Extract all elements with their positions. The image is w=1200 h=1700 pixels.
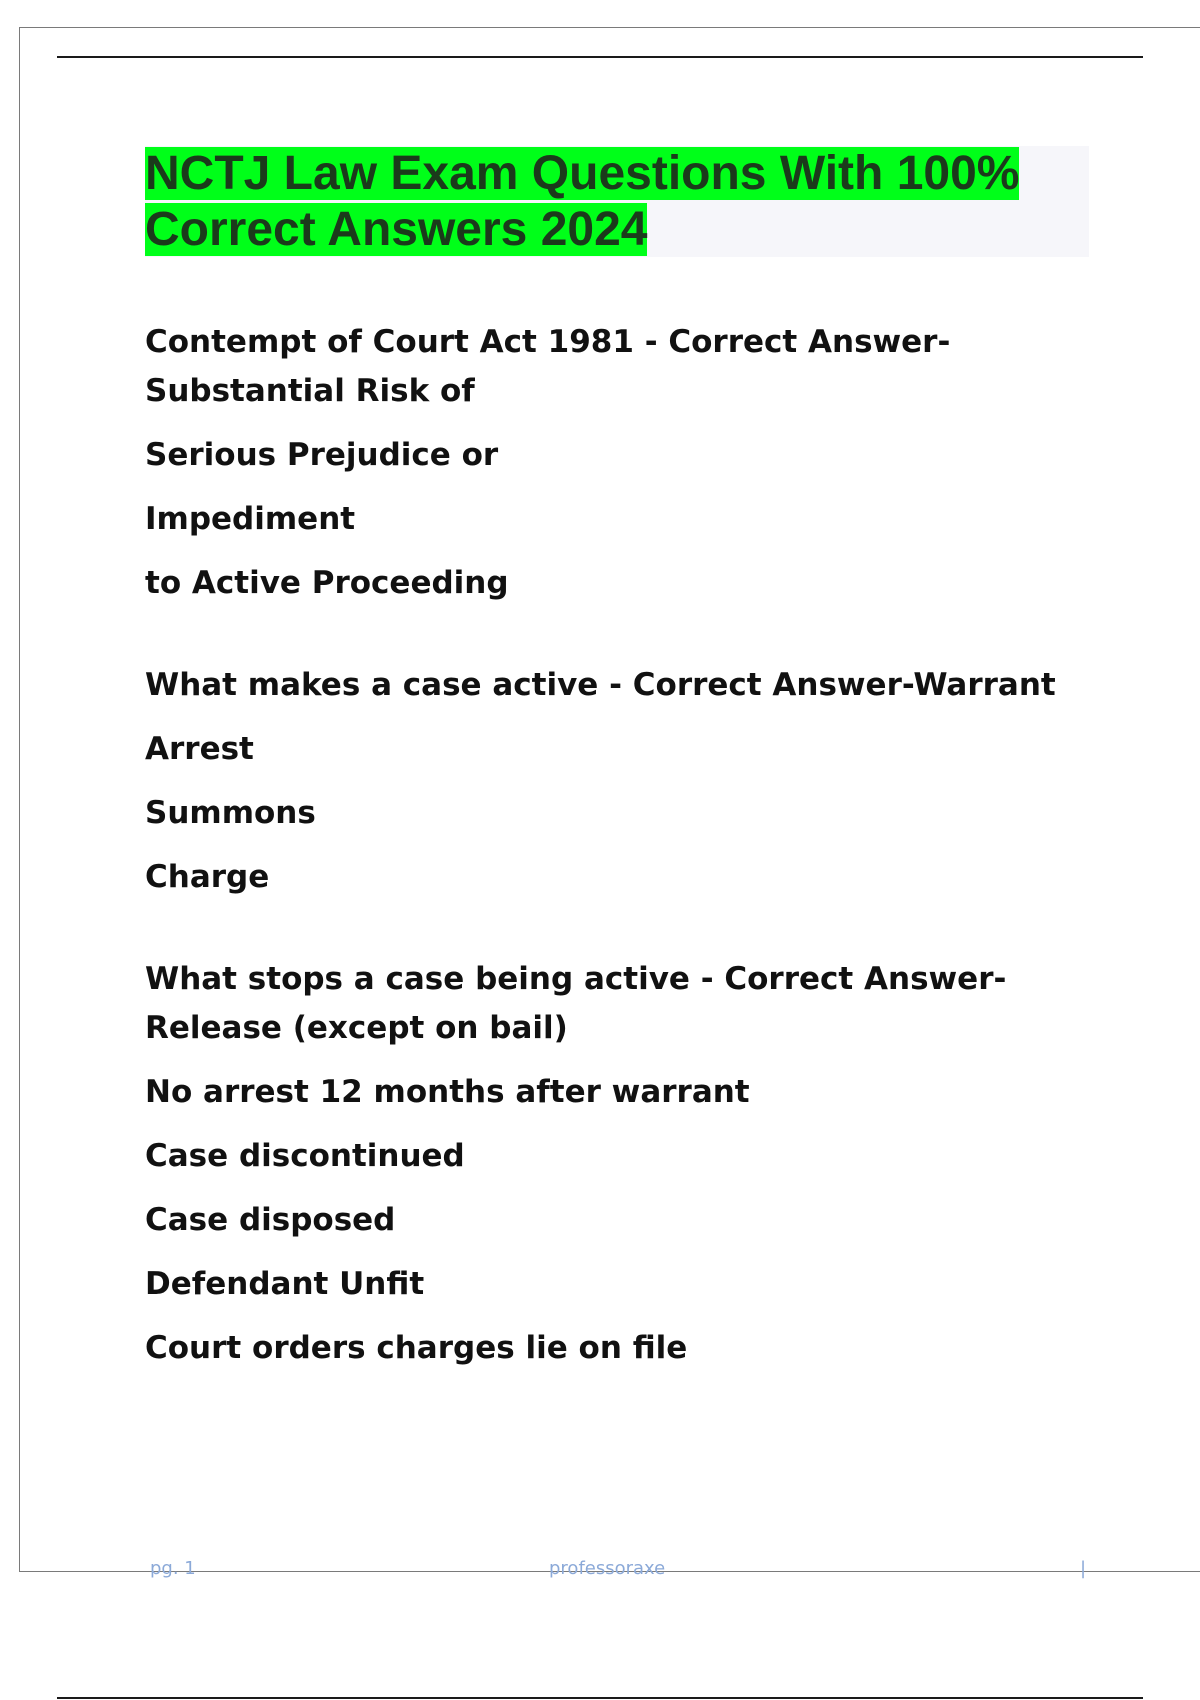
answer-line: Impediment (145, 501, 356, 537)
answer-line: Defendant Unfit (145, 1266, 425, 1302)
footer-separator: | (1080, 1558, 1087, 1579)
footer-page-number: pg. 1 (150, 1558, 196, 1579)
answer-line: to Active Proceeding (145, 565, 509, 601)
answer-line: Summons (145, 795, 316, 831)
answer-line: Case disposed (145, 1202, 396, 1238)
answer-line: Charge (145, 859, 270, 895)
qa-case-active (145, 661, 1085, 902)
document-body (145, 318, 1085, 1426)
answer-line: Arrest (145, 731, 254, 767)
question-answer-line: What makes a case active - Correct Answer-Warrant (145, 667, 1056, 703)
answer-line: Serious Prejudice or (145, 437, 499, 473)
title-line-2: Correct Answers 2024 (145, 203, 648, 256)
title-line-1: NCTJ Law Exam Questions With 100% (145, 147, 1020, 200)
answer-line: No arrest 12 months after warrant (145, 1074, 750, 1110)
question-answer-line: Contempt of Court Act 1981 - Correct Answer-Substantial Risk of (145, 324, 951, 409)
footer-brand: professoraxe (549, 1558, 666, 1579)
footer-rule (57, 1697, 1143, 1699)
qa-contempt-act (145, 318, 1085, 608)
qa-case-inactive (145, 955, 1085, 1373)
document-title (145, 146, 1089, 258)
answer-line: Case discontinued (145, 1138, 465, 1174)
header-rule (57, 56, 1143, 58)
answer-line: Court orders charges lie on file (145, 1330, 688, 1366)
question-answer-line: What stops a case being active - Correct Answer-Release (except on bail) (145, 961, 1007, 1046)
